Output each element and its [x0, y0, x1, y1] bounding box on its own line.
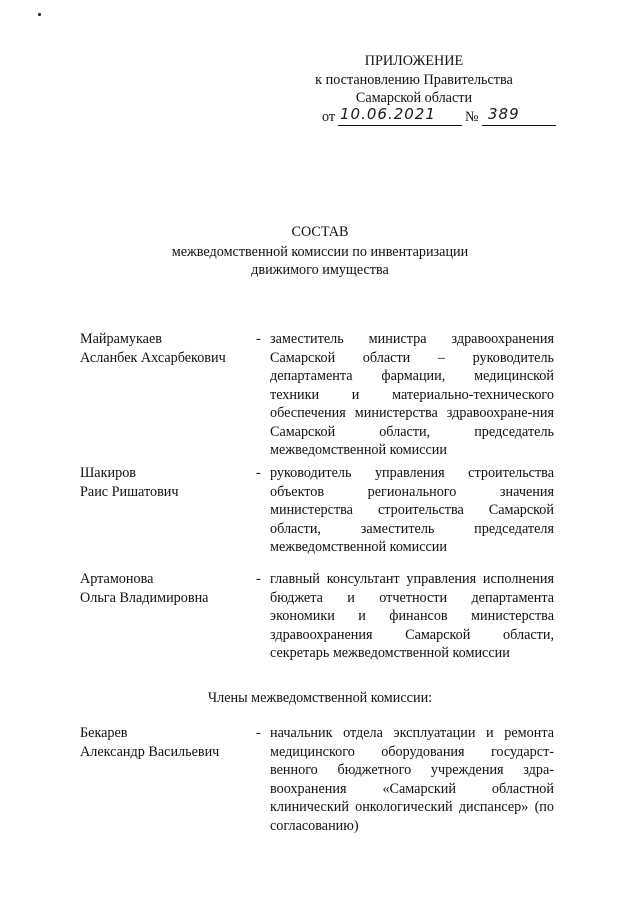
title-heading: СОСТАВ	[291, 224, 349, 240]
members-heading: Члены межведомственной комиссии:	[207, 690, 433, 706]
member-dash: -	[256, 465, 261, 481]
member-surname: Шакиров	[80, 465, 136, 481]
title-subheading: межведомственной комиссии по инвентаризации	[171, 243, 469, 260]
date-label: от	[322, 109, 336, 125]
member-position: главный консультант управления исполнения бюджета и отчетности департамента экономики и финансов министерства здравоохранения Самарской области, секретарь межведомственной комиссии	[270, 571, 554, 661]
member-surname: Бекарев	[80, 725, 128, 741]
appendix-region: Самарской области	[355, 90, 473, 106]
member-dash: -	[256, 571, 261, 587]
member-dash: -	[256, 331, 261, 347]
date-underline	[338, 125, 462, 126]
scan-speck	[38, 13, 41, 16]
member-name	[80, 724, 250, 761]
document-reference	[322, 105, 562, 129]
member-surname: Артамонова	[80, 571, 154, 587]
member-dash: -	[256, 725, 261, 741]
title-subheading-continued: движимого имущества	[251, 262, 389, 278]
member-given-name: Александр Васильевич	[80, 743, 220, 760]
member-position: руководитель управления строительства объектов регионального значения министерства строительства Самарской области, заместитель председателя межведомственной комиссии	[270, 465, 554, 555]
member-given-name: Раис Ришатович	[80, 483, 179, 500]
member-name	[80, 570, 250, 607]
appendix-header	[284, 52, 544, 108]
number-value: 389	[488, 105, 520, 123]
member-surname: Майрамукаев	[80, 331, 162, 347]
member-position: начальник отдела эксплуатации и ремонта медицинского оборудования государст-венного бюджетного учреждения здра-воохранения «Самарский областной клинический онкологический диспансер» (по согласованию)	[270, 725, 554, 834]
appendix-reference: к постановлению Правительства	[315, 71, 513, 88]
number-underline	[482, 125, 556, 126]
date-value: 10.06.2021	[340, 105, 436, 123]
member-position: заместитель министра здравоохранения Самарской области – руководитель департамента фармации, медицинской техники и материально-технического обеспечения министерства здравоохране-ния Самарской области, председатель межведомственной комиссии	[270, 331, 554, 458]
member-name	[80, 464, 250, 501]
member-given-name: Асланбек Ахсарбекович	[80, 349, 226, 366]
document-title	[0, 223, 640, 280]
member-given-name: Ольга Владимировна	[80, 589, 209, 606]
number-label: №	[465, 109, 479, 125]
appendix-label: ПРИЛОЖЕНИЕ	[364, 53, 464, 69]
member-name	[80, 330, 250, 367]
